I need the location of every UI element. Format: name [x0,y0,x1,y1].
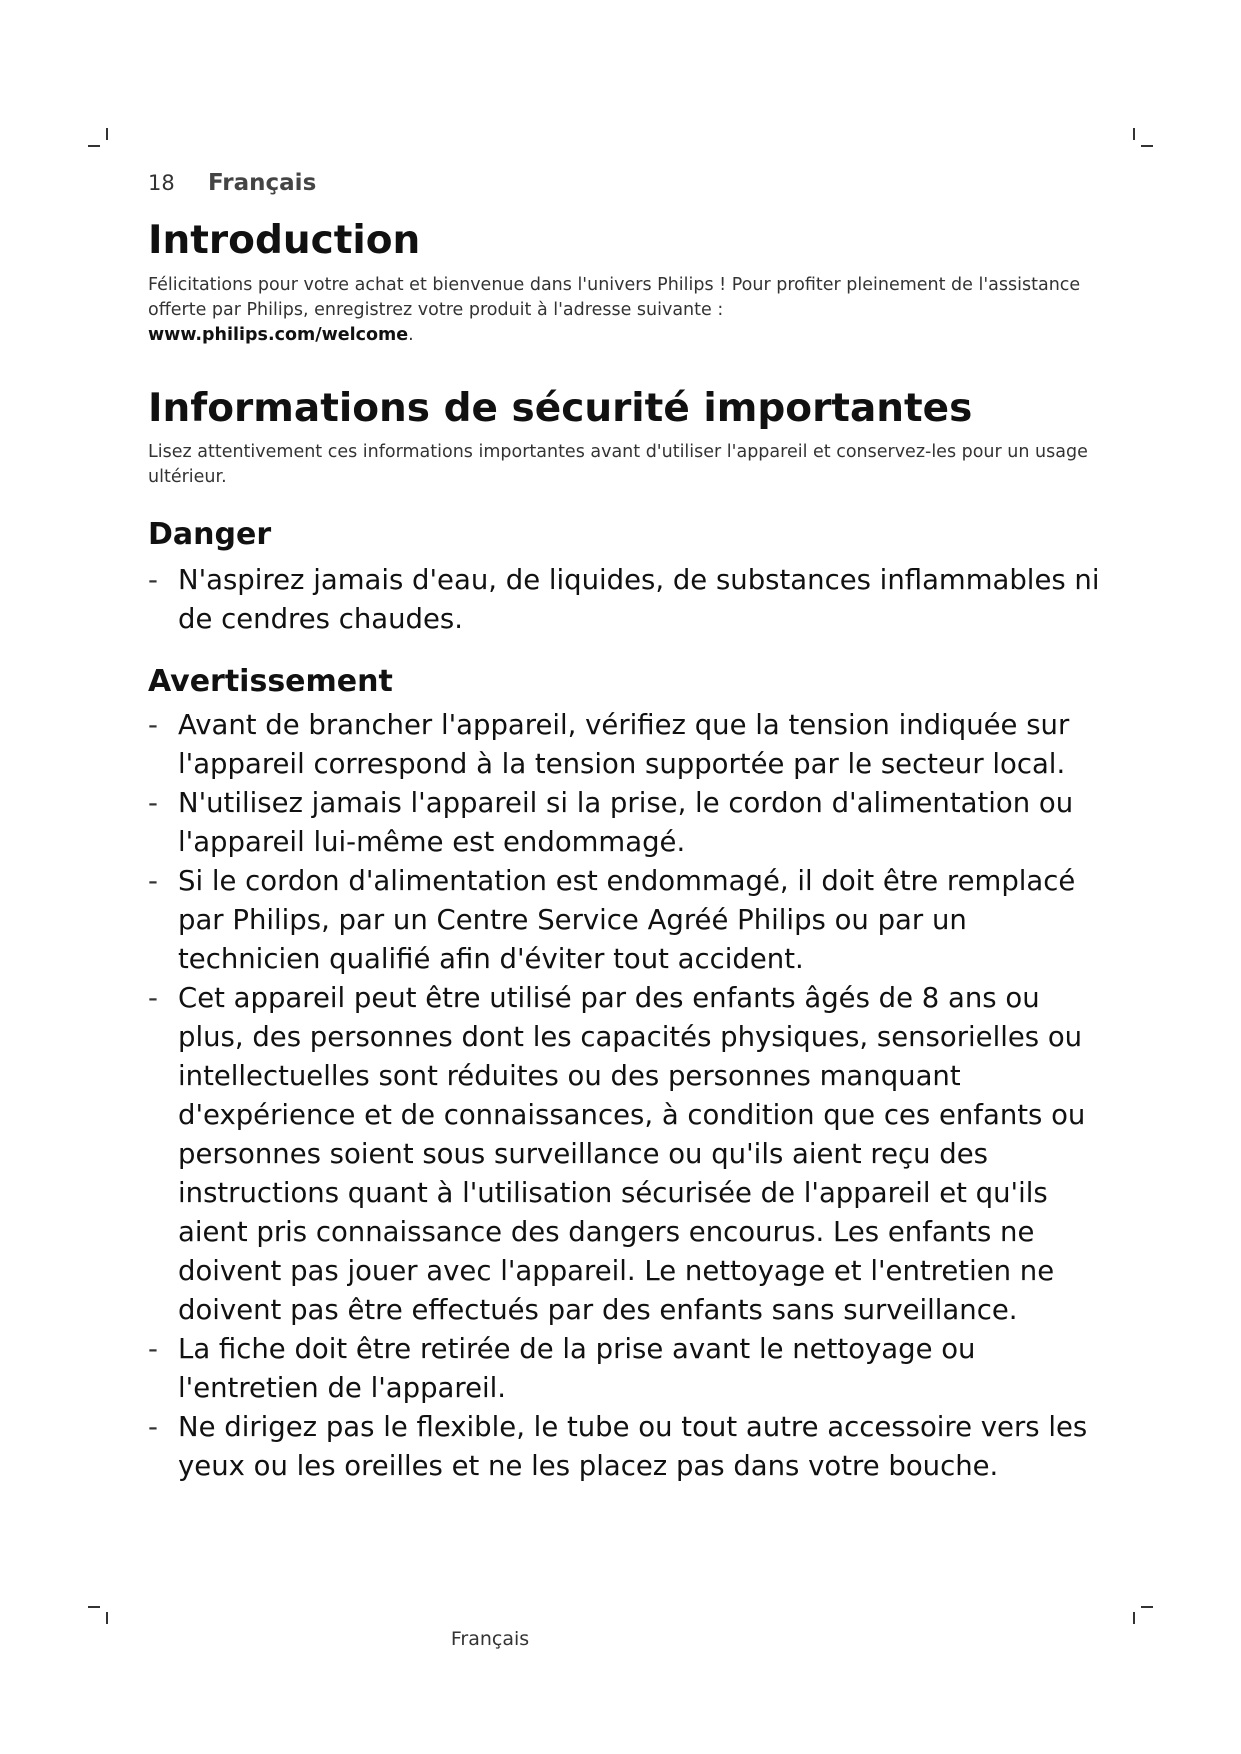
list-item [148,784,1108,862]
crop-mark-top-left-h [88,145,100,147]
crop-mark-top-right-h [1141,145,1153,147]
list-dash: - [148,1333,158,1365]
list-item-text: N'utilisez jamais l'appareil si la prise, le cordon d'alimentation ou l'appareil lui-même est endommagé. [178,787,1074,858]
page-number: 18 [148,171,175,195]
crop-mark-top-right-v [1133,128,1135,140]
header-language: Français [208,170,317,196]
welcome-url: www.philips.com/welcome [148,325,409,345]
list-item-text: Cet appareil peut être utilisé par des enfants âgés de 8 ans ou plus, des personnes dont les capacités physiques, sensorielles ou intellectuelles sont réduites ou des personnes manquant d'expérience et de connaissances, à condition que ces enfants ou personnes soient sous surveillance ou qu'ils aient reçu des instructions quant à l'utilisation sécurisée de l'appareil et qu'ils aient pris connaissance des dangers encourus. Les enfants ne doivent pas jouer avec l'appareil. Le nettoyage et l'entretien ne doivent pas être effectués par des enfants sans surveillance. [178,982,1086,1326]
list-dash: - [148,709,158,741]
safety-heading: Informations de sécurité importantes [148,386,973,431]
crop-mark-top-left-v [106,128,108,140]
list-item [148,1408,1108,1486]
page-footer: Français [450,1628,530,1650]
introduction-heading: Introduction [148,218,421,263]
list-item [148,706,1108,784]
list-item [148,1330,1108,1408]
introduction-body: Félicitations pour votre achat et bienvenue dans l'univers Philips ! Pour profiter pleinement de l'assistance offerte par Philips, enregistrez votre produit à l'adresse suivante : [148,275,1081,320]
introduction-text [148,273,1108,348]
safety-text: Lisez attentivement ces informations importantes avant d'utiliser l'appareil et conservez-les pour un usage ultérieur. [148,442,1088,487]
list-dash: - [148,865,158,897]
list-item [148,862,1108,979]
list-item-text: Avant de brancher l'appareil, vérifiez que la tension indiquée sur l'appareil correspond à la tension supportée par le secteur local. [178,709,1070,780]
page-header [148,170,316,196]
warning-heading: Avertissement [148,664,393,699]
danger-list [148,561,1108,639]
danger-heading: Danger [148,517,272,552]
crop-mark-bottom-left-h [88,1606,100,1608]
list-item-text: La fiche doit être retirée de la prise avant le nettoyage ou l'entretien de l'appareil. [178,1333,976,1404]
list-dash: - [148,787,158,819]
crop-mark-bottom-left-v [106,1612,108,1624]
list-item-text: Ne dirigez pas le flexible, le tube ou tout autre accessoire vers les yeux ou les oreilles et ne les placez pas dans votre bouche. [178,1411,1088,1482]
list-item [148,561,1108,639]
list-dash: - [148,982,158,1014]
url-suffix: . [408,325,414,345]
list-dash: - [148,564,158,596]
list-item [148,979,1108,1330]
list-item-text: N'aspirez jamais d'eau, de liquides, de substances inflammables ni de cendres chaudes. [178,564,1100,635]
list-item-text: Si le cordon d'alimentation est endommagé, il doit être remplacé par Philips, par un Centre Service Agréé Philips ou par un technicien qualifié afin d'éviter tout accident. [178,865,1076,975]
crop-mark-bottom-right-h [1141,1606,1153,1608]
warning-list [148,706,1108,1486]
list-dash: - [148,1411,158,1443]
crop-mark-bottom-right-v [1133,1612,1135,1624]
